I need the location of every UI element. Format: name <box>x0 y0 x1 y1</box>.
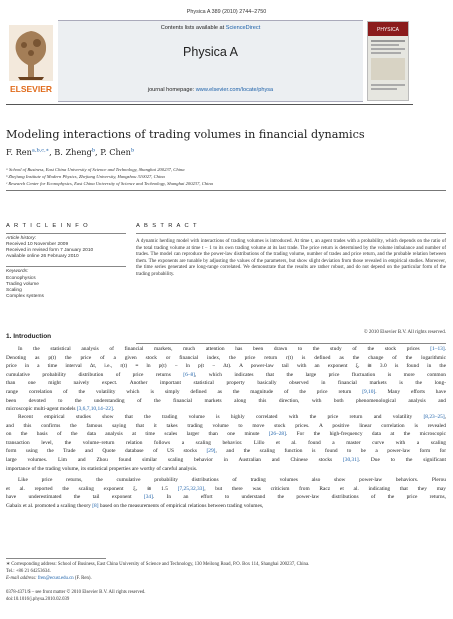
intro-text: In the statistical analysis of financial markets, much attention has been drawn to the study of the stock prices <box>18 346 431 352</box>
sciencedirect-link[interactable]: ScienceDirect <box>225 25 261 31</box>
intro-text: been devoted to the understanding of the financial markets along this direction, with both phenomenological analysis and <box>6 397 446 404</box>
affiliation-a: ᵃ School of Business, East China University of Science and Technology, Shanghai 200237, China <box>6 167 185 172</box>
intro-text: microscopic multi-agent models <box>6 406 77 413</box>
header-rule <box>6 104 413 105</box>
author-name: , P. Chen <box>95 147 131 157</box>
keyword-item: Econophysics <box>6 276 36 281</box>
intro-text: et al. reported the scaling exponent ξᵥ ≅ 1.5 <box>6 485 178 492</box>
email-link[interactable]: fren@ecust.edu.cn <box>37 576 74 581</box>
footnote-rule <box>6 558 106 559</box>
journal-name: Physica A <box>183 45 238 59</box>
intro-text: than one might naively expect. Another important statistical property basically observed in financial markets is the long- <box>6 380 446 387</box>
journal-cover-thumbnail <box>367 21 409 101</box>
intro-text: . Due to the significant <box>358 457 446 463</box>
intro-line <box>6 362 446 371</box>
intro-line <box>6 465 446 474</box>
intro-line <box>6 493 446 502</box>
history-received: Received 10 November 2009 <box>6 242 69 247</box>
citation-link[interactable]: [8,23–25] <box>423 414 445 420</box>
article-info-heading: A R T I C L E I N F O <box>6 223 90 229</box>
elsevier-tree-icon <box>6 21 56 99</box>
intro-line <box>6 397 446 406</box>
citation-link[interactable]: [29] <box>206 448 216 455</box>
intro-text: Recent empirical studies show that the trading volume is highly correlated with the price return and volatility <box>18 414 424 420</box>
email-footnote <box>6 576 446 583</box>
abstract-rule <box>136 233 446 234</box>
intro-line <box>6 354 446 363</box>
intro-line <box>6 379 446 388</box>
intro-line <box>18 476 446 485</box>
intro-line <box>6 447 446 456</box>
doi-link[interactable]: doi:10.1016/j.physa.2010.02.039 <box>6 597 70 602</box>
intro-text: importance of the trading volume, its statistical properties are worthy of careful analysis. <box>6 465 198 472</box>
author-affiliation-marker[interactable]: b <box>130 147 135 154</box>
intro-text: and this confirms the famous saying that it takes trading volume to move stock prices. A positive linear correlation is revealed <box>6 422 446 429</box>
intro-text: transaction level, the volume–return relation follows a scaling behavior. Lillo et al. found a master curve with a scaling <box>6 439 446 446</box>
keywords-label: Keywords: <box>6 269 29 274</box>
intro-text: . For the high-frequency data at the microscopic <box>285 431 446 438</box>
intro-text: have underestimated the tail exponent <box>6 494 144 501</box>
intro-text: based on the measurements of empirical relations between trading volumes, <box>98 502 264 509</box>
intro-line <box>6 456 446 465</box>
intro-line <box>18 413 446 422</box>
intro-text: . Many efforts have <box>375 389 446 395</box>
citation-link[interactable]: [8] <box>92 502 99 509</box>
intro-text: range correlation of the volatility which is simply defined as the magnitude of the price return <box>6 389 363 395</box>
intro-line <box>18 345 446 354</box>
intro-text: . In an effort to understand the power-law distributions of the price returns, <box>152 494 446 501</box>
intro-text: price in a time interval Δt, i.e., r(t) ≡ ln p(t) − ln p(t − Δt). A power-law tail with an exponent ξᵣ ≅ 3.0 is found in the <box>6 363 446 370</box>
intro-text: . <box>444 346 446 352</box>
abstract-heading: A B S T R A C T <box>136 223 198 229</box>
intro-text: , <box>444 414 446 420</box>
author-affiliation-marker[interactable]: a,b,c,∗ <box>31 147 50 154</box>
author-name: F. Ren <box>6 147 32 157</box>
citation-link[interactable]: [26–28] <box>268 431 286 438</box>
intro-line <box>6 485 446 494</box>
keyword-item: Complex systems <box>6 294 44 299</box>
intro-text: Gabaix et al. promoted a scaling theory <box>6 502 93 509</box>
keyword-item: Trading volume <box>6 282 39 287</box>
homepage-url-link[interactable]: www.elsevier.com/locate/physa <box>195 87 274 93</box>
history-revised: Received in revised form 7 January 2010 <box>6 248 94 253</box>
intro-text: , and the scaling function is found to be a power-law form for <box>215 448 446 455</box>
abstract-end-rule <box>136 343 446 344</box>
homepage-line <box>58 87 363 93</box>
intro-text: form using the Trade and Quote database of US stocks <box>6 448 207 455</box>
intro-text: Denoting as p(t) the price of a given stock or financial index, the price return r(t) is defined as the change of the logarithmic <box>6 354 446 361</box>
intro-line <box>6 422 446 431</box>
cover-title: PHYSICA <box>377 27 399 33</box>
elsevier-logo <box>6 21 56 99</box>
introduction-heading: 1. Introduction <box>6 333 52 340</box>
keyword-item: Scaling <box>6 288 22 293</box>
elsevier-wordmark: ELSEVIER <box>9 84 53 94</box>
citation-link[interactable]: [1–13] <box>430 346 445 352</box>
email-suffix: (F. Ren). <box>73 576 92 581</box>
citation-link[interactable]: [6–8] <box>183 371 195 378</box>
history-label: Article history: <box>6 236 37 241</box>
affiliation-c: ᶜ Research Center for Econophysics, East China University of Science and Technology, Shanghai 200237, China <box>6 181 213 186</box>
section-rule <box>6 190 446 191</box>
corresponding-author-footnote: ∗ Corresponding address: School of Business, East China University of Science and Technology, 130 Meilong Road, P.O. Box 114, Shanghai 200237, China. <box>6 562 310 567</box>
homepage-prefix: journal homepage: <box>147 87 196 93</box>
intro-line <box>6 430 446 439</box>
journal-reference: Physica A 389 (2010) 2744–2750 <box>186 9 267 15</box>
intro-text: cumulative probability distribution of price returns <box>6 371 184 378</box>
intro-text: , which indicates that the large price fluctuation is more common <box>194 371 446 378</box>
intro-line <box>6 388 446 397</box>
email-label: E-mail address: <box>6 576 38 581</box>
intro-text: large volumes. Lim and Zhou found similar scaling behavior in Australian and Chinese stocks <box>6 457 343 463</box>
history-online: Available online 26 February 2010 <box>6 254 79 259</box>
telephone-footnote: Tel.: +86 21 64253634. <box>6 569 51 574</box>
contents-prefix: Contents lists available at <box>160 25 226 31</box>
intro-text: Like price returns, the cumulative probability distributions of trading volumes also show power-law behaviors. Plerou <box>18 477 446 483</box>
citation-link[interactable]: [3,6,7,10,14–22] <box>76 406 113 413</box>
keywords-rule <box>6 266 126 267</box>
intro-text: on the basis of the data analysis at time scales larger than one minute <box>6 431 269 438</box>
intro-text: . <box>112 406 115 413</box>
abstract-text: A dynamic herding model with interactions of trading volumes is introduced. At time t, an agent trades with a probability, which depends on the ratio of the total trading volume at time t − 1 to its own trading volume at its last trade. The price return is determined by the volume imbalance and number of trades. The model can reproduce the power-law distributions of the trading volume, number of trades and price return, and the probable relation between them. The exponents are tunable by adjusting the values of the parameters, but show slight deviation from those revealed in empirical studies. Moreover, the time series generated are long-range correlated. We demonstrate that the results are rather robust, and do not depend on the particular form of the trading probability. <box>136 239 446 277</box>
contents-line <box>58 25 363 31</box>
intro-line <box>6 502 446 511</box>
article-info-rule <box>6 233 126 234</box>
citation-link[interactable]: [9,10] <box>362 389 376 395</box>
article-title: Modeling interactions of trading volumes in financial dynamics <box>6 128 365 141</box>
citation-link[interactable]: [34] <box>143 494 153 501</box>
issn-line: 0378-4371/$ – see front matter © 2010 Elsevier B.V. All rights reserved. <box>6 590 146 595</box>
intro-text: , but there was criticism from Racz et al. indicating that they may <box>204 485 446 492</box>
citation-link[interactable]: [30,31] <box>342 457 359 463</box>
author-affiliation-marker[interactable]: b <box>91 147 96 154</box>
citation-link[interactable]: [7,25,32,33] <box>177 485 205 492</box>
author-name: , B. Zheng <box>49 147 92 157</box>
author-list <box>6 147 134 157</box>
abstract-copyright: © 2010 Elsevier B.V. All rights reserved. <box>363 330 446 335</box>
intro-line <box>6 439 446 448</box>
intro-line <box>6 371 446 380</box>
affiliation-b: ᵇ Zhejiang Institute of Modern Physics, Zhejiang University, Hangzhou 310027, China <box>6 174 165 179</box>
